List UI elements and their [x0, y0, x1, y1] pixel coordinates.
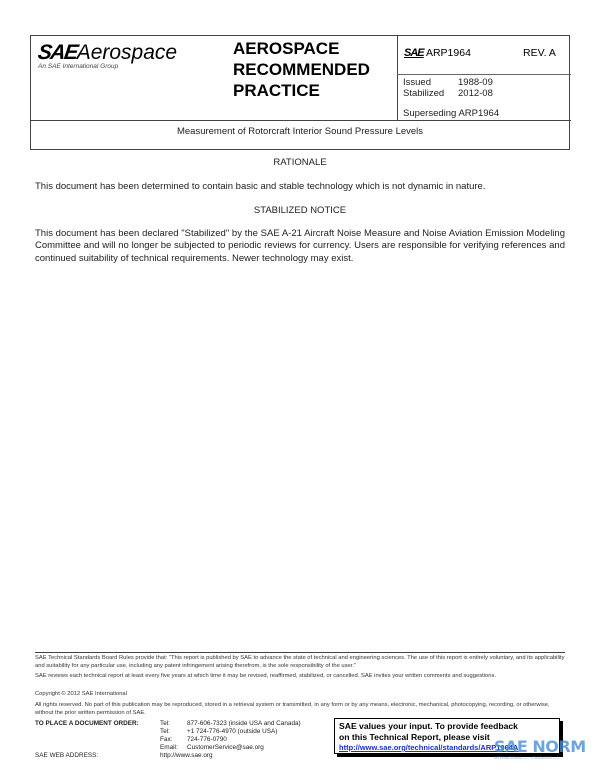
- document-number-value: ARP1964: [425, 47, 471, 59]
- document-type: [233, 38, 370, 101]
- rights-notice: All rights reserved. No part of this publication may be reproduced, stored in a retrieval system or transmitted, in any form or by any means, electronic, mechanical, photocopying, recording, or otherwise, without the prior written permission of SAE.: [35, 702, 550, 716]
- watermark-subtext: INTERNATIONAL —— STANDARDS ——: [494, 756, 560, 760]
- document-type-line: PRACTICE: [233, 81, 320, 100]
- document-title: Measurement of Rotorcraft Interior Sound Pressure Levels: [176, 126, 424, 137]
- standards-board-rules: SAE Technical Standards Board Rules provide that: "This report is published by SAE to advance the state of technical and engineering sciences. The use of this report is entirely voluntary, and its applicability and suitability for any particular use, including any patent infringement arising therefrom, is the sole responsibility of the user.": [35, 655, 565, 669]
- contact-label: Fax:: [160, 736, 173, 743]
- document-type-line: AEROSPACE: [233, 39, 340, 58]
- stabilized-value: 2012-08: [458, 88, 493, 99]
- revision-label: REV. A: [523, 47, 556, 59]
- sae-aerospace-logo: [38, 41, 177, 70]
- order-label: [35, 720, 139, 728]
- rationale-heading: RATIONALE: [273, 157, 327, 168]
- feedback-text: on this Technical Report, please visit: [339, 731, 490, 742]
- watermark-logo: [494, 737, 586, 760]
- contact-label: Tel:: [160, 720, 170, 727]
- stabilized-label: Stabilized: [403, 88, 445, 99]
- feedback-link[interactable]: http://www.sae.org/technical/standards/ARP1964A: [339, 743, 519, 752]
- contact-value: 877-606-7323 (inside USA and Canada): [187, 720, 301, 727]
- contact-value: +1 724-776-4970 (outside USA): [187, 728, 278, 735]
- document-dates: [403, 77, 493, 99]
- rationale-text: This document has been determined to contain basic and stable technology which is not dynamic in nature.: [35, 181, 486, 192]
- logo-brand: SAE: [36, 41, 79, 64]
- watermark-text: SAE NORM: [494, 737, 586, 756]
- superseding-note: Superseding ARP1964: [403, 108, 500, 119]
- logo-tagline: An SAE International Group: [38, 63, 119, 70]
- contact-list: [160, 720, 301, 760]
- header-divider: [397, 36, 398, 121]
- contact-label: Email:: [160, 744, 178, 751]
- contact-label: Tel:: [160, 728, 170, 735]
- stabilized-notice-heading: STABILIZED NOTICE: [253, 205, 347, 216]
- sae-mini-logo: SAE: [404, 47, 424, 59]
- footer-rule: [35, 652, 565, 653]
- issued-label: Issued: [403, 77, 431, 88]
- logo-product: Aerospace: [76, 41, 178, 64]
- review-notice: SAE reviews each technical report at least every five years at which time it may be revised, reaffirmed, stabilized, or cancelled. SAE invites your written comments and suggestions.: [35, 673, 496, 679]
- contact-email[interactable]: CustomerService@sae.org: [187, 744, 264, 751]
- order-label-text: TO PLACE A DOCUMENT ORDER:: [35, 720, 139, 727]
- document-type-line: RECOMMENDED: [233, 60, 370, 79]
- feedback-text: SAE values your input. To provide feedback: [339, 721, 518, 731]
- copyright: Copyright © 2012 SAE International: [35, 691, 127, 697]
- header-divider: [397, 74, 571, 75]
- stabilized-notice-text: This document has been declared "Stabilized" by the SAE A-21 Aircraft Noise Measure and Noise Aviation Emission Modeling Committee and will no longer be subjected to periodic reviews for currency. Users are responsible for verifying references and continued suitability of technical requirements. Newer technology may exist.: [35, 228, 565, 264]
- document-number: [404, 47, 471, 59]
- contact-value: 724-776-0790: [187, 736, 227, 743]
- web-address-link[interactable]: http://www.sae.org: [160, 752, 213, 759]
- web-address-label: SAE WEB ADDRESS:: [35, 752, 99, 759]
- issued-value: 1988-09: [458, 77, 493, 88]
